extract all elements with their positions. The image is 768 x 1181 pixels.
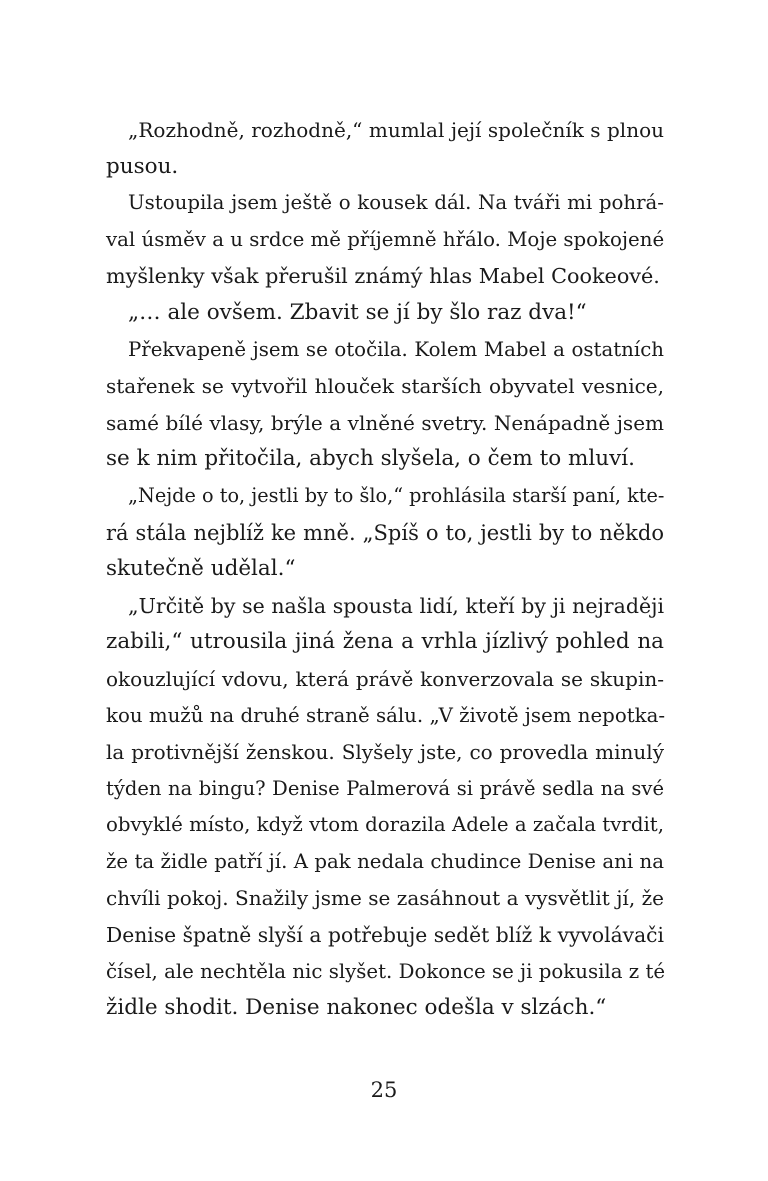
paragraph xyxy=(106,478,664,588)
book-page-text xyxy=(106,112,664,1027)
text-line: skutečně udělal.“ xyxy=(106,556,296,582)
text-line: chvíli pokoj. Snažily jsme se zasáhnout a vysvětlit jí, že xyxy=(106,886,664,911)
paragraph xyxy=(106,588,664,1027)
text-line: že ta židle patří jí. A pak nedala chudince Denise ani na xyxy=(106,849,664,873)
text-line: obvyklé místo, když vtom dorazila Adele a začala tvrdit, xyxy=(106,813,664,837)
paragraph xyxy=(106,295,664,332)
text-line: myšlenky však přerušil známý hlas Mabel Cookeové. xyxy=(106,264,660,289)
text-line: kou mužů na druhé straně sálu. „V životě jsem nepotka- xyxy=(106,703,666,727)
text-line: zabili,“ utrousila jiná žena a vrhla jízlivý pohled na xyxy=(106,629,664,655)
text-line: „Určitě by se našla spousta lidí, kteří by ji nejraději xyxy=(128,593,664,618)
paragraph xyxy=(106,332,664,478)
text-line: Ustoupila jsem ještě o kousek dál. Na tváři mi pohrá- xyxy=(128,191,664,215)
text-line: rá stála nejblíž ke mně. „Spíš o to, jestli by to někdo xyxy=(106,520,664,545)
text-line: la protivnější ženskou. Slyšely jste, co provedla minulý xyxy=(106,740,664,765)
text-line: Denise špatně slyší a potřebuje sedět blíž k vyvolávači xyxy=(106,923,664,948)
text-line: „… ale ovšem. Zbavit se jí by šlo raz dva!“ xyxy=(128,299,587,325)
text-line: okouzlující vdovu, která právě konverzovala se skupin- xyxy=(106,666,664,691)
page-number: 25 xyxy=(370,1078,398,1102)
text-line: týden na bingu? Denise Palmerová si právě sedla na své xyxy=(106,776,664,800)
text-line: val úsměv a u srdce mě příjemně hřálo. Moje spokojené xyxy=(106,227,665,251)
text-line: Překvapeně jsem se otočila. Kolem Mabel a ostatních xyxy=(128,337,664,361)
paragraph xyxy=(106,185,664,295)
text-line: čísel, ale nechtěla nic slyšet. Dokonce se ji pokusila z té xyxy=(106,959,666,983)
paragraph xyxy=(106,112,664,185)
text-line: se k nim přitočila, abych slyšela, o čem to mluví. xyxy=(106,446,635,472)
text-line: „Rozhodně, rozhodně,“ mumlal její společník s plnou xyxy=(128,118,664,142)
text-line: pusou. xyxy=(106,153,179,179)
text-line: „Nejde o to, jestli by to šlo,“ prohlásila starší paní, kte- xyxy=(128,483,665,507)
text-line: stařenek se vytvořil hlouček starších obyvatel vesnice, xyxy=(106,374,664,399)
text-line: židle shodit. Denise nakonec odešla v slzách.“ xyxy=(106,995,607,1021)
text-line: samé bílé vlasy, brýle a vlněné svetry. Nenápadně jsem xyxy=(106,410,664,435)
